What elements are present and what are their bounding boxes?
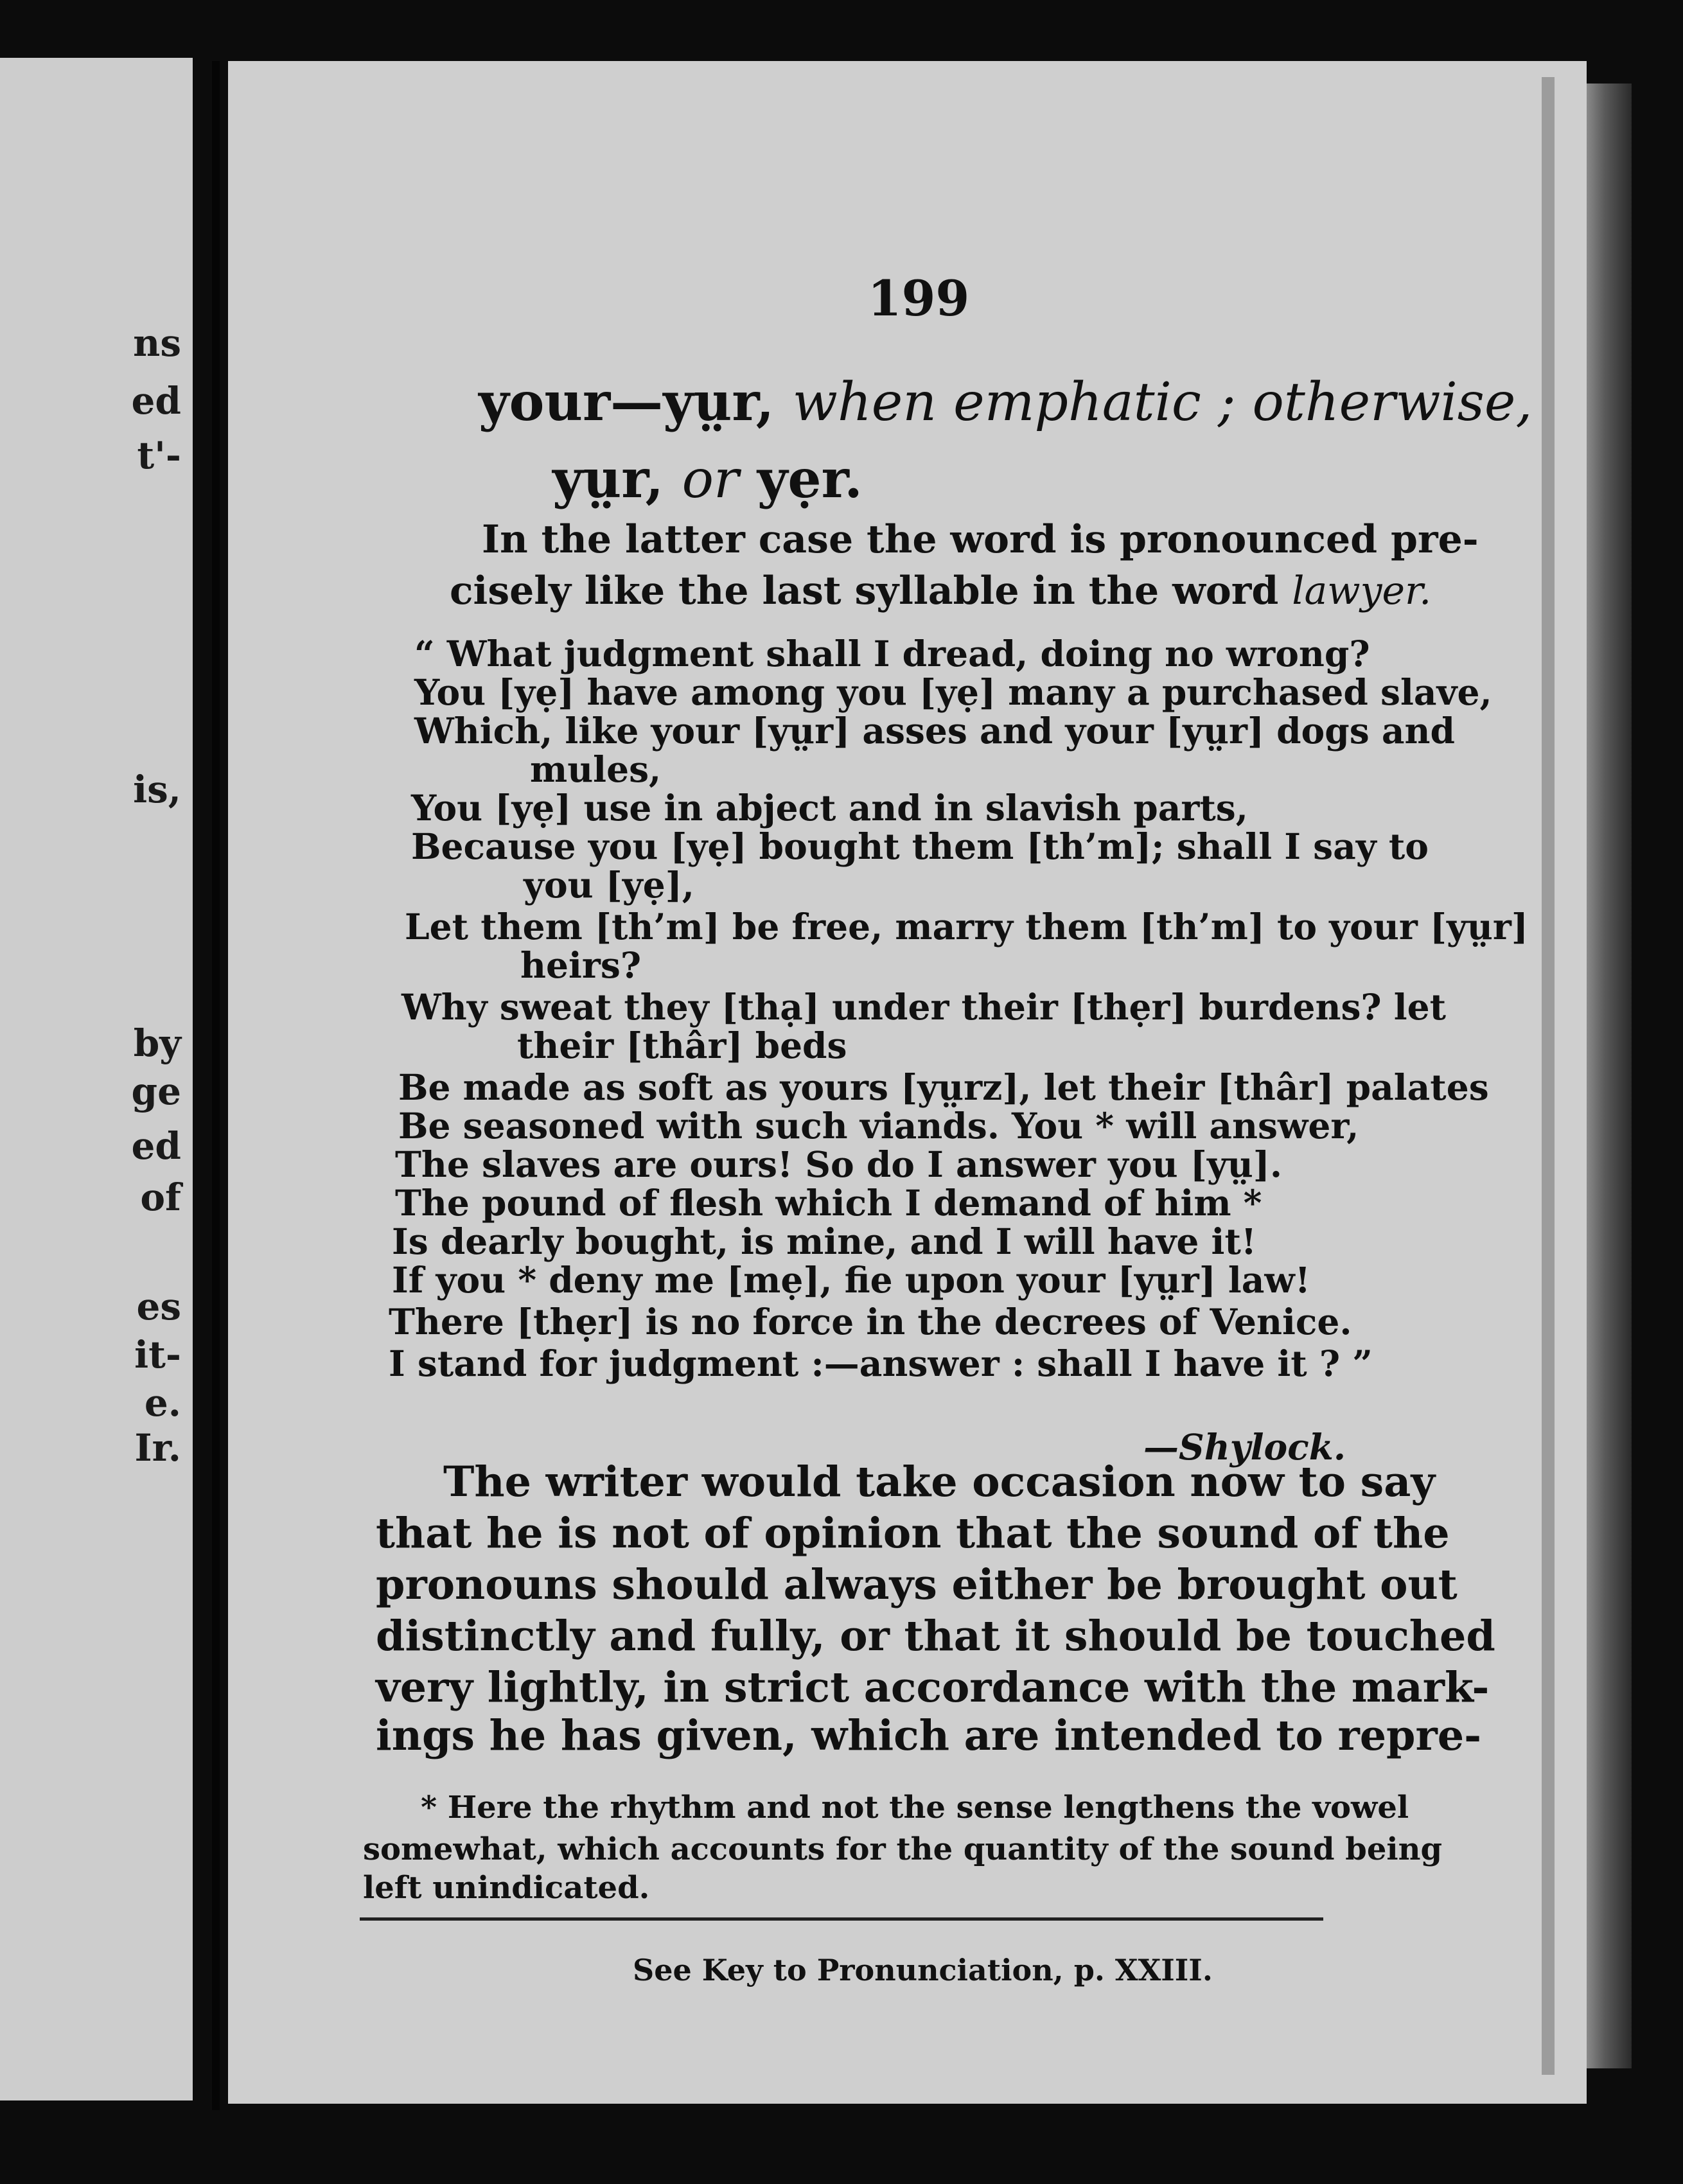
- headword-gloss: when emphatic ; otherwise,: [792, 372, 1533, 433]
- intro-text: cisely like the last syllable in the word: [450, 568, 1279, 613]
- verse-line: Be seasoned with such viands. You * will answer,: [398, 1105, 1359, 1147]
- verse-attribution: —Shylock.: [1143, 1426, 1346, 1468]
- page-number: 199: [867, 270, 970, 327]
- left-page-fragment: by: [133, 1021, 181, 1065]
- verse-line: There [thẹr] is no force in the decrees of Venice.: [389, 1301, 1352, 1343]
- verse-line: heirs?: [520, 944, 642, 986]
- left-page-fragment: Ir.: [134, 1426, 181, 1470]
- headword: your—yṳr,: [479, 371, 775, 433]
- verse-line: Why sweat they [thạ] under their [thẹr] burdens? let: [401, 986, 1447, 1028]
- pronunciation-key-note: See Key to Pronunciation, p. XXIII.: [633, 1953, 1213, 1987]
- left-page-fragment: e.: [144, 1381, 181, 1425]
- verse-line: You [yẹ] use in abject and in slavish parts,: [411, 787, 1248, 829]
- verse-line: Let them [th’m] be free, marry them [th’m] to your [yṳr]: [405, 906, 1528, 947]
- intro-example-word: lawyer.: [1292, 568, 1432, 613]
- footnote-line: left unindicated.: [363, 1870, 650, 1906]
- verse-line: I stand for judgment :—answer : shall I have it ? ”: [389, 1343, 1373, 1384]
- intro-line: In the latter case the word is pronounced pre-: [482, 517, 1479, 562]
- verse-line: mules,: [530, 748, 662, 790]
- verse-line: Which, like your [yṳr] asses and your [yṳr] dogs and: [414, 710, 1455, 752]
- left-page-fragment: ns: [133, 321, 181, 365]
- verse-line: Because you [yẹ] bought them [th’m]; shall I say to: [411, 825, 1429, 867]
- left-page-fragment: ed: [131, 1124, 181, 1168]
- verse-line: “ What judgment shall I dread, doing no wrong?: [414, 633, 1370, 674]
- footnote-line: somewhat, which accounts for the quantity of the sound being: [363, 1831, 1443, 1867]
- left-page-fragment: es: [136, 1285, 181, 1328]
- intro-line: [450, 568, 1432, 613]
- left-page-fragment: is,: [133, 768, 181, 811]
- body-line: ings he has given, which are intended to repre-: [376, 1711, 1482, 1760]
- verse-line: their [thâr] beds: [517, 1025, 847, 1066]
- body-line: very lightly, in strict accordance with the mark-: [376, 1663, 1490, 1712]
- verse-line: If you * deny me [mẹ], fie upon your [yṳr] law!: [392, 1259, 1310, 1301]
- verse-line: you [yẹ],: [524, 864, 694, 906]
- body-line: distinctly and fully, or that it should be touched: [376, 1612, 1495, 1660]
- left-page-fragment: of: [140, 1176, 181, 1219]
- verse-line: Be made as soft as yours [yṳrz], let their [thâr] palates: [398, 1066, 1489, 1108]
- footer-rule: [360, 1917, 1323, 1921]
- left-page-fragment: ed: [131, 379, 181, 423]
- headword-line-continued: [552, 448, 1323, 510]
- body-line: The writer would take occasion now to say: [443, 1457, 1436, 1506]
- headword-variant: yṳr,: [552, 448, 664, 510]
- left-page-fragment: it-: [134, 1333, 181, 1377]
- verse-line: The slaves are ours! So do I answer you [yṳ].: [395, 1143, 1282, 1185]
- headword-variant: yẹr.: [757, 448, 863, 510]
- headword-or: or: [682, 449, 739, 510]
- left-page-fragment: ge: [131, 1070, 181, 1113]
- verse-line: You [yẹ] have among you [yẹ] many a purchased slave,: [414, 671, 1492, 713]
- verse-line: The pound of flesh which I demand of him *: [395, 1182, 1262, 1224]
- verse-line: Is dearly bought, is mine, and I will have it!: [392, 1220, 1256, 1262]
- body-line: that he is not of opinion that the sound of the: [376, 1509, 1450, 1558]
- body-line: pronouns should always either be brought out: [376, 1560, 1458, 1609]
- headword-line: [479, 371, 1533, 433]
- footnote-line: * Here the rhythm and not the sense lengthens the vowel: [421, 1790, 1409, 1826]
- left-page-fragment: t'-: [137, 434, 181, 477]
